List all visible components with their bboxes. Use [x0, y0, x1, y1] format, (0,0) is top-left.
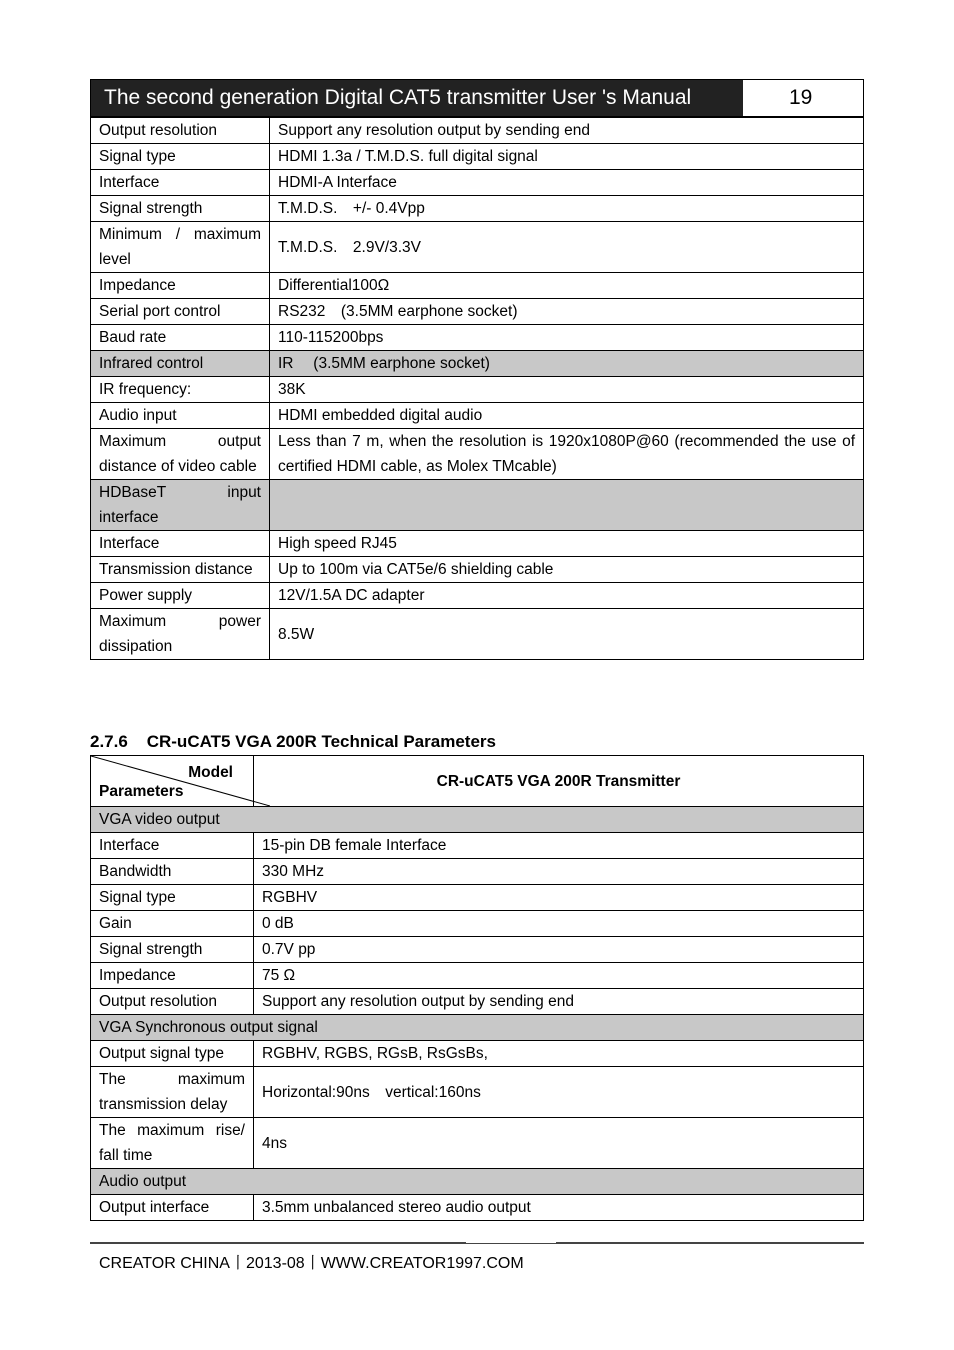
table-row [91, 351, 864, 377]
table-row [91, 222, 864, 273]
value-cell: RS232 (3.5MM earphone socket) [270, 299, 864, 325]
param-cell: Infrared control [91, 351, 270, 377]
param-cell: Impedance [91, 273, 270, 299]
param-cell: Audio input [91, 403, 270, 429]
table-row [91, 325, 864, 351]
value-cell: HDMI embedded digital audio [270, 403, 864, 429]
table-row [91, 989, 864, 1015]
footer-rule [90, 1242, 864, 1244]
param-cell: Audio output [91, 1169, 864, 1195]
value-cell: Differential100Ω [270, 273, 864, 299]
param-cell: Impedance [91, 963, 254, 989]
value-cell [270, 480, 864, 531]
param-cell: Power supply [91, 583, 270, 609]
value-cell: 15-pin DB female Interface [254, 833, 864, 859]
vga-spec-table-wrap [90, 755, 864, 1221]
table-row [91, 609, 864, 660]
page [90, 79, 864, 660]
table-row [91, 885, 864, 911]
value-cell: Horizontal:90ns vertical:160ns [254, 1067, 864, 1118]
table-row [91, 557, 864, 583]
param-cell: Interface [91, 531, 270, 557]
table-row [91, 833, 864, 859]
table-row [91, 963, 864, 989]
table-row [91, 170, 864, 196]
value-cell: HDMI-A Interface [270, 170, 864, 196]
param-cell: Maximum output distance of video cable [91, 429, 270, 480]
param-cell: IR frequency: [91, 377, 270, 403]
param-cell: Output resolution [91, 989, 254, 1015]
table-row [91, 1195, 864, 1221]
param-cell: Signal type [91, 885, 254, 911]
param-cell: Baud rate [91, 325, 270, 351]
table-row [91, 144, 864, 170]
table-header-row [91, 756, 864, 807]
value-cell: 110-115200bps [270, 325, 864, 351]
param-cell: The maximum transmission delay [91, 1067, 254, 1118]
section-number: 2.7.6 [90, 732, 128, 751]
value-cell: Up to 100m via CAT5e/6 shielding cable [270, 557, 864, 583]
table-row [91, 583, 864, 609]
table-row [91, 1169, 864, 1195]
table-row [91, 911, 864, 937]
value-cell: 8.5W [270, 609, 864, 660]
value-cell: 12V/1.5A DC adapter [270, 583, 864, 609]
value-cell: 330 MHz [254, 859, 864, 885]
page-number: 19 [743, 80, 863, 116]
value-cell: 0 dB [254, 911, 864, 937]
value-cell: RGBHV [254, 885, 864, 911]
param-cell: Interface [91, 833, 254, 859]
value-cell: RGBHV, RGBS, RGsB, RsGsBs, [254, 1041, 864, 1067]
value-cell: High speed RJ45 [270, 531, 864, 557]
param-cell: Gain [91, 911, 254, 937]
table-row [91, 859, 864, 885]
param-cell: Serial port control [91, 299, 270, 325]
vga-spec-table [90, 755, 864, 1221]
table-row [91, 480, 864, 531]
value-cell: 0.7V pp [254, 937, 864, 963]
section-title: CR-uCAT5 VGA 200R Technical Parameters [146, 732, 496, 751]
param-cell: Transmission distance [91, 557, 270, 583]
value-cell: 4ns [254, 1118, 864, 1169]
table-row [91, 429, 864, 480]
table-row [91, 196, 864, 222]
column-header: CR-uCAT5 VGA 200R Transmitter [254, 756, 864, 807]
table-row [91, 807, 864, 833]
table-row [91, 118, 864, 144]
value-cell: 3.5mm unbalanced stereo audio output [254, 1195, 864, 1221]
param-cell: VGA Synchronous output signal [91, 1015, 864, 1041]
param-cell: VGA video output [91, 807, 864, 833]
table-row [91, 403, 864, 429]
corner-model-label: Model [188, 764, 233, 781]
param-cell: The maximum rise/ fall time [91, 1118, 254, 1169]
page-header [90, 79, 864, 117]
value-cell: HDMI 1.3a / T.M.D.S. full digital signal [270, 144, 864, 170]
param-cell: Minimum / maximum level [91, 222, 270, 273]
param-cell: Signal type [91, 144, 270, 170]
section-heading [90, 732, 496, 752]
value-cell: 38K [270, 377, 864, 403]
value-cell: T.M.D.S. 2.9V/3.3V [270, 222, 864, 273]
param-cell: Signal strength [91, 196, 270, 222]
table-row [91, 299, 864, 325]
table-row [91, 1041, 864, 1067]
param-cell: Maximum power dissipation [91, 609, 270, 660]
diagonal-header-cell [91, 756, 254, 807]
param-cell: HDBaseT input interface [91, 480, 270, 531]
value-cell: Support any resolution output by sending end [254, 989, 864, 1015]
table-row [91, 273, 864, 299]
table-row [91, 1118, 864, 1169]
param-cell: Signal strength [91, 937, 254, 963]
value-cell: 75 Ω [254, 963, 864, 989]
param-cell: Output interface [91, 1195, 254, 1221]
value-cell: Support any resolution output by sending end [270, 118, 864, 144]
param-cell: Bandwidth [91, 859, 254, 885]
table-row [91, 1067, 864, 1118]
table-row [91, 937, 864, 963]
table-row [91, 1015, 864, 1041]
param-cell: Output resolution [91, 118, 270, 144]
table-row [91, 531, 864, 557]
value-cell: Less than 7 m, when the resolution is 1920x1080P@60 (recommended the use of certified HDMI cable, as Molex TMcable) [270, 429, 864, 480]
manual-title: The second generation Digital CAT5 transmitter User 's Manual [91, 80, 743, 116]
value-cell: IR (3.5MM earphone socket) [270, 351, 864, 377]
value-cell: T.M.D.S. +/- 0.4Vpp [270, 196, 864, 222]
footer-text: CREATOR CHINA丨2013-08丨WWW.CREATOR1997.COM [99, 1255, 524, 1272]
corner-params-label: Parameters [99, 783, 184, 800]
param-cell: Interface [91, 170, 270, 196]
param-cell: Output signal type [91, 1041, 254, 1067]
hdmi-spec-table [90, 117, 864, 660]
table-row [91, 377, 864, 403]
